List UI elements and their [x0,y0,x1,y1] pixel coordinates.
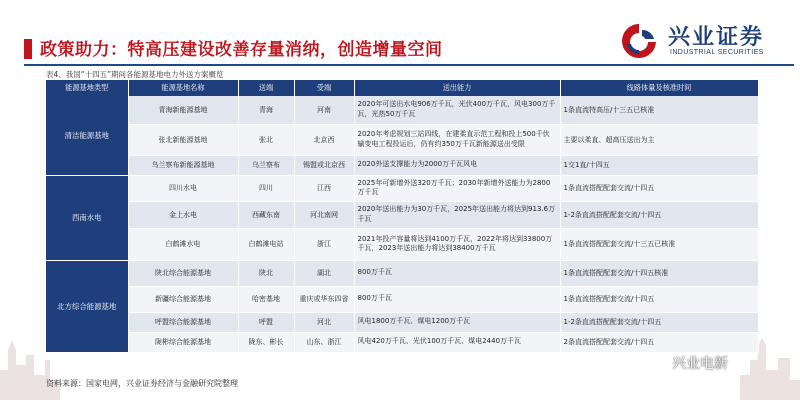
from-cell: 呼盟 [238,312,294,332]
from-cell: 四川 [238,175,294,201]
capacity-cell: 800万千瓦 [354,286,560,312]
table-row [46,260,758,286]
to-cell: 湖北 [294,260,354,286]
page-title: 政策助力：特高压建设改善存量消纳，创造增量空间 [40,40,443,60]
from-cell: 乌兰察布 [238,155,294,175]
company-logo [618,18,788,64]
capacity-cell: 800万千瓦 [354,260,560,286]
capacity-cell: 风电420万千瓦、光伏100万千瓦、煤电2440万千瓦 [354,332,560,352]
table-row [46,124,758,155]
column-header: 线路体量及核准时间 [560,80,758,96]
table-caption: 表4、我国“十四五”期间各能源基地电力外送方案概览 [46,70,224,79]
table-row [46,286,758,312]
capacity-cell: 2020外送支撑能力为2000万千瓦风电 [354,155,560,175]
base-name-cell: 张北新能源基地 [128,124,238,155]
line-cell: 1-2条直流搭配配套交流/十四五 [560,312,758,332]
column-header: 送端 [238,80,294,96]
table-row [46,155,758,175]
line-cell: 主要以柔直、超高压送出为主 [560,124,758,155]
line-cell: 1条直流搭配配套交流/十四五 [560,175,758,201]
to-cell: 锡盟或北京西 [294,155,354,175]
to-cell: 河南 [294,96,354,124]
from-cell: 西藏东南 [238,201,294,228]
column-header: 送出能力 [354,80,560,96]
from-cell: 哈密基地 [238,286,294,312]
capacity-cell: 2025年可新增外送320万千瓦；2030年新增外送能力为2800万千瓦 [354,175,560,201]
logo-text: 兴业证券 [668,25,765,50]
base-name-cell: 陕北综合能源基地 [128,260,238,286]
energy-base-table [46,80,759,353]
capacity-cell: 2020年考虑规划三站四线，在建柔直示范工程和投上500千伏输变电工程投运后，仍有约350万千瓦新能源送出受限 [354,124,560,155]
base-name-cell: 新疆综合能源基地 [128,286,238,312]
wechat-icon [648,353,670,373]
source-note: 资料来源：国家电网，兴业证券经济与金融研究院整理 [46,379,238,388]
base-name-cell: 青海新能源基地 [128,96,238,124]
capacity-cell: 2020年可送出水电906万千瓦，光伏400万千瓦，风电300万千瓦，光热50万千瓦 [354,96,560,124]
line-cell: 1-2条直流搭配配套交流/十四五 [560,201,758,228]
to-cell: 重庆或华东四省 [294,286,354,312]
base-name-cell: 陇彬综合能源基地 [128,332,238,352]
capacity-cell: 2020年送出能力为30万千瓦，2025年送出能力将达到913.6万千瓦 [354,201,560,228]
title-accent-bar [24,39,32,59]
line-cell: 1条直流特高压/十三五已核准 [560,96,758,124]
to-cell: 江西 [294,175,354,201]
column-header: 能源基地类型 [46,80,128,96]
table-header-row [46,80,758,96]
table-row [46,96,758,124]
line-cell: 2条直流搭配配套交流/十四五 [560,332,758,352]
column-header: 受端 [294,80,354,96]
base-name-cell: 乌兰察布新能源基地 [128,155,238,175]
line-cell: 1条直流搭配配套交流/十四五核准 [560,260,758,286]
to-cell: 北京西 [294,124,354,155]
from-cell: 白鹤滩电站 [238,228,294,260]
base-name-cell: 呼盟综合能源基地 [128,312,238,332]
line-cell: 1条直流搭配配套交流/十四五 [560,286,758,312]
table-row [46,201,758,228]
base-type-cell: 清洁能源基地 [46,96,128,175]
base-type-cell: 北方综合能源基地 [46,260,128,352]
watermark-text: 兴业电新 [672,356,728,372]
from-cell: 青海 [238,96,294,124]
logo-emblem-icon [618,22,660,58]
capacity-cell: 2021年投产容量将达到4100万千瓦，2022年将达到33800万千瓦，2023年送出能力将达到38400万千瓦 [354,228,560,260]
from-cell: 陕北 [238,260,294,286]
to-cell: 浙江 [294,228,354,260]
table-row [46,228,758,260]
from-cell: 陇东、彬长 [238,332,294,352]
base-name-cell: 白鹤滩水电 [128,228,238,260]
column-header: 能源基地名称 [128,80,238,96]
base-name-cell: 金上水电 [128,201,238,228]
to-cell: 山东、浙江 [294,332,354,352]
table-row [46,312,758,332]
to-cell: 河北 [294,312,354,332]
from-cell: 张北 [238,124,294,155]
to-cell: 河北南网 [294,201,354,228]
line-cell: 1条直流搭配配套交流/十三五已核准 [560,228,758,260]
title-divider [24,64,794,66]
base-type-cell: 西南水电 [46,175,128,260]
capacity-cell: 风电1800万千瓦、煤电1200万千瓦 [354,312,560,332]
base-name-cell: 四川水电 [128,175,238,201]
logo-english-text: INDUSTRIAL SECURITIES [670,49,764,56]
table-row [46,332,758,352]
table-row [46,175,758,201]
line-cell: 1交1直/十四五 [560,155,758,175]
